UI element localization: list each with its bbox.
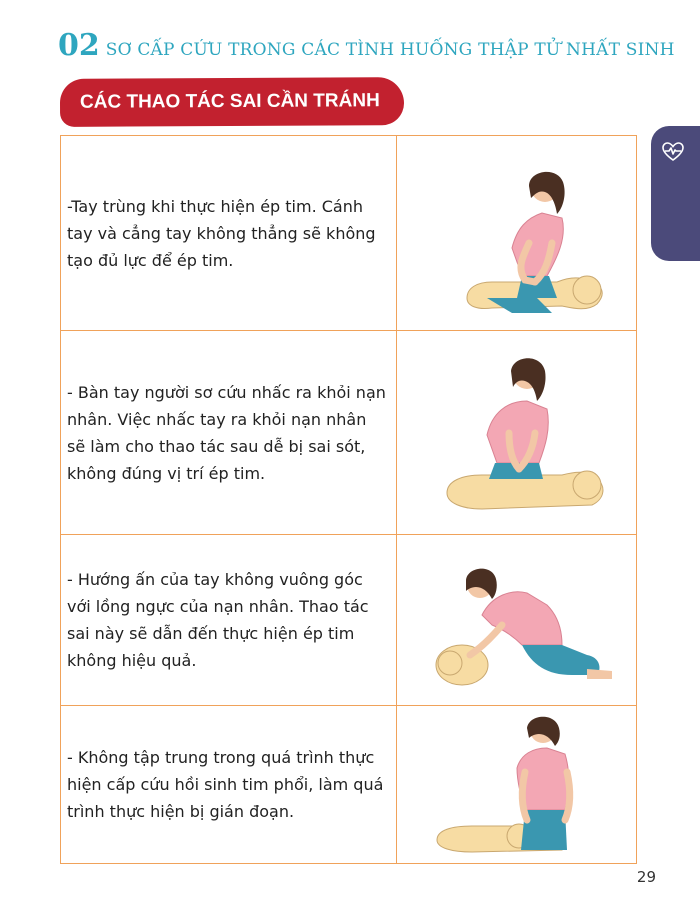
cpr-illustration-distracted (417, 710, 617, 860)
table-row (61, 706, 637, 864)
cpr-illustration-angled-push (412, 545, 622, 695)
section-banner (60, 77, 404, 127)
cpr-illustration-lifted-hands (417, 343, 617, 523)
table-row (61, 535, 637, 706)
mistakes-table (60, 135, 637, 864)
row-text: - Không tập trung trong quá trình thực hiện cấp cứu hồi sinh tim phổi, làm quá trình thực hiện bị gián đoạn. (67, 748, 384, 821)
heart-pulse-icon (661, 140, 685, 164)
chapter-number: 02 (58, 28, 100, 63)
page-number: 29 (636, 868, 656, 886)
row-text: - Bàn tay người sơ cứu nhấc ra khỏi nạn nhân. Việc nhấc tay ra khỏi nạn nhân sẽ làm cho thao tác sau dễ bị sai sót, không đúng vị trí ép tim. (67, 382, 386, 483)
section-title: CÁC THAO TÁC SAI CẦN TRÁNH (79, 90, 380, 113)
cpr-illustration-bent-arms (417, 148, 617, 318)
row-text: -Tay trùng khi thực hiện ép tim. Cánh tay và cẳng tay không thẳng sẽ không tạo đủ lực để ép tim. (67, 196, 376, 270)
row-text: - Hướng ấn của tay không vuông góc với lồng ngực của nạn nhân. Thao tác sai này sẽ dẫn đến thực hiện ép tim không hiệu quả. (67, 570, 369, 670)
table-row (61, 331, 637, 535)
chapter-header (58, 28, 675, 63)
table-row (61, 136, 637, 331)
side-tab[interactable] (651, 126, 700, 261)
chapter-title: SƠ CẤP CỨU TRONG CÁC TÌNH HUỐNG THẬP TỬ NHẤT SINH (105, 40, 675, 60)
